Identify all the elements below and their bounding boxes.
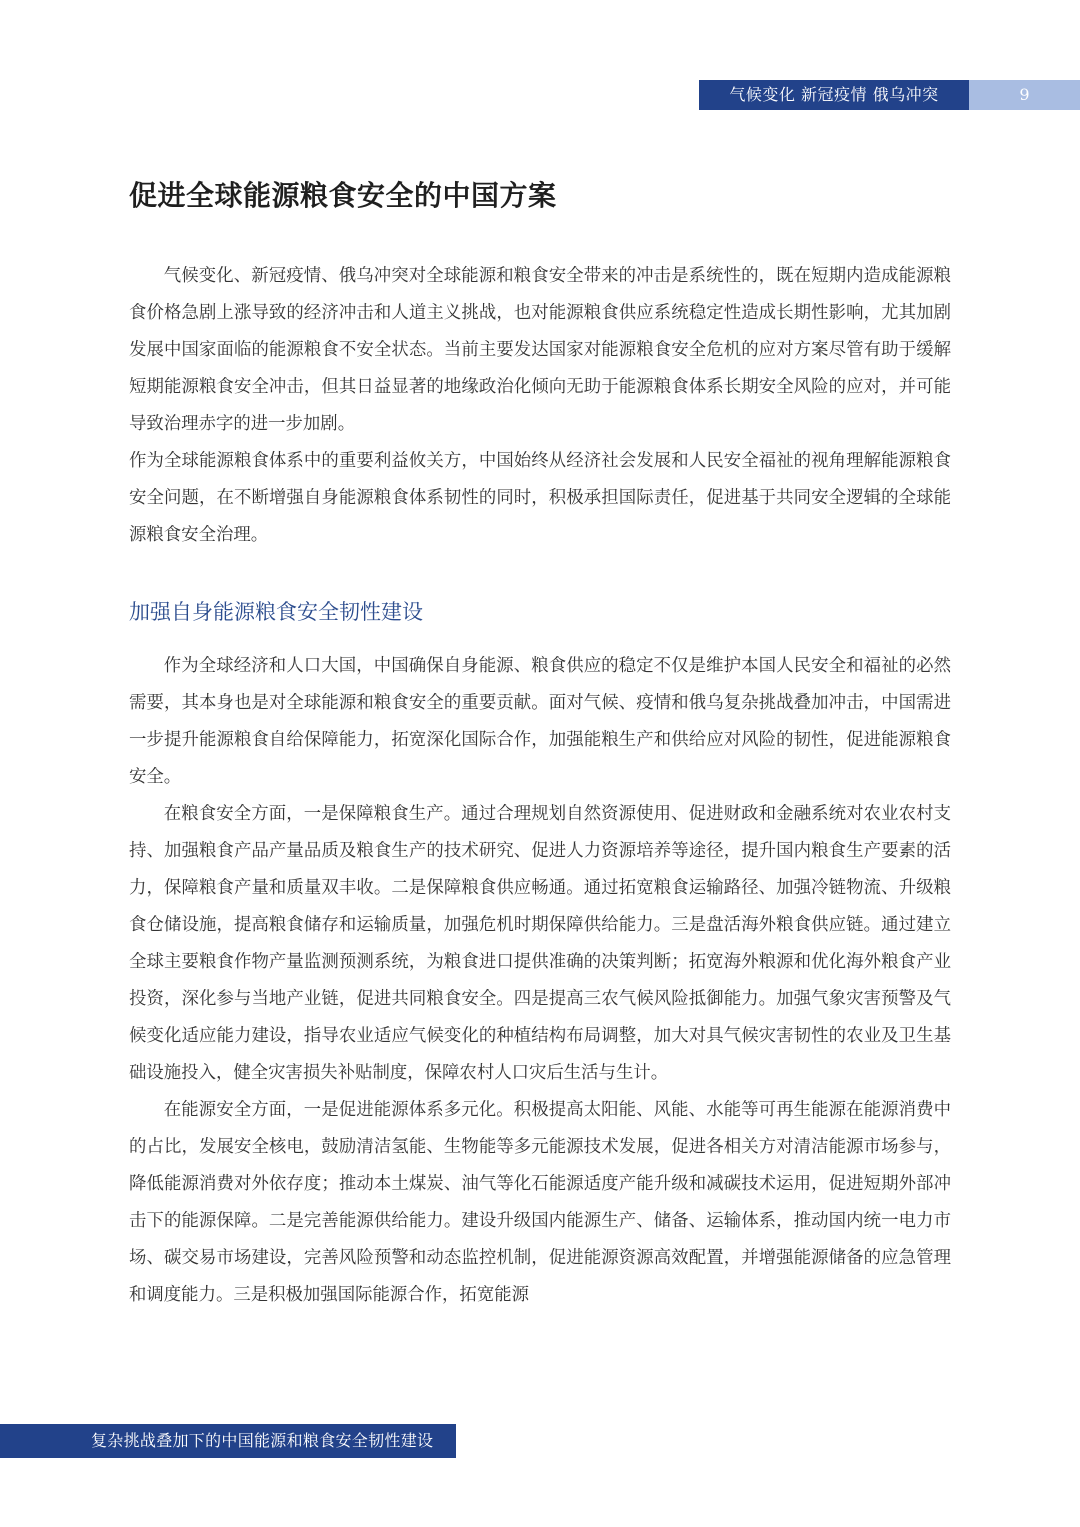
body-paragraph-3: 在能源安全方面，一是促进能源体系多元化。积极提高太阳能、风能、水能等可再生能源在能源消费中的占比，发展安全核电，鼓励清洁氢能、生物能等多元能源技术发展，促进各相关方对清洁能源市场参与，降低能源消费对外依存度；推动本土煤炭、油气等化石能源适度产能升级和减碳技术运用，促进短期外部冲击下的能源保障。二是完善能源供给能力。建设升级国内能源生产、储备、运输体系，推动国内统一电力市场、碳交易市场建设，完善风险预警和动态监控机制，促进能源资源高效配置，并增强能源储备的应急管理和调度能力。三是积极加强国际能源合作，拓宽能源 (129, 1100, 951, 1305)
intro-paragraph-1: 气候变化、新冠疫情、俄乌冲突对全球能源和粮食安全带来的冲击是系统性的，既在短期内造成能源粮食价格急剧上涨导致的经济冲击和人道主义挑战，也对能源粮食供应系统稳定性造成长期性影响，尤其加剧发展中国家面临的能源粮食不安全状态。当前主要发达国家对能源粮食安全危机的应对方案尽管有助于缓解短期能源粮食安全冲击，但其日益显著的地缘政治化倾向无助于能源粮食体系长期安全风险的应对，并可能导致治理赤字的进一步加剧。 (129, 266, 951, 434)
body-paragraph-1: 作为全球经济和人口大国，中国确保自身能源、粮食供应的稳定不仅是维护本国人民安全和福祉的必然需要，其本身也是对全球能源和粮食安全的重要贡献。面对气候、疫情和俄乌复杂挑战叠加冲击，中国需进一步提升能源粮食自给保障能力，拓宽深化国际合作，加强能粮生产和供给应对风险的韧性，促进能源粮食安全。 (129, 656, 951, 787)
intro-text (129, 258, 951, 554)
page-number: 9 (969, 80, 1080, 110)
page-title: 促进全球能源粮食安全的中国方案 (129, 179, 557, 212)
section-heading: 加强自身能源粮食安全韧性建设 (129, 600, 423, 624)
section-body (129, 648, 951, 1314)
body-paragraph-2: 在粮食安全方面，一是保障粮食生产。通过合理规划自然资源使用、促进财政和金融系统对农业农村支持、加强粮食产品产量品质及粮食生产的技术研究、促进人力资源培养等途径，提升国内粮食生产要素的活力，保障粮食产量和质量双丰收。二是保障粮食供应畅通。通过拓宽粮食运输路径、加强冷链物流、升级粮食仓储设施，提高粮食储存和运输质量，加强危机时期保障供给能力。三是盘活海外粮食供应链。通过建立全球主要粮食作物产量监测预测系统，为粮食进口提供准确的决策判断；拓宽海外粮源和优化海外粮食产业投资，深化参与当地产业链，促进共同粮食安全。四是提高三农气候风险抵御能力。加强气象灾害预警及气候变化适应能力建设，指导农业适应气候变化的种植结构布局调整，加大对具气候灾害韧性的农业及卫生基础设施投入，健全灾害损失补贴制度，保障农村人口灾后生活与生计。 (129, 804, 951, 1083)
intro-paragraph-2: 作为全球能源粮食体系中的重要利益攸关方，中国始终从经济社会发展和人民安全福祉的视角理解能源粮食安全问题，在不断增强自身能源粮食体系韧性的同时，积极承担国际责任，促进基于共同安全逻辑的全球能源粮食安全治理。 (129, 451, 951, 545)
footer-report-title: 复杂挑战叠加下的中国能源和粮食安全韧性建设 (0, 1424, 456, 1458)
header-section-label: 气候变化 新冠疫情 俄乌冲突 (699, 80, 969, 110)
